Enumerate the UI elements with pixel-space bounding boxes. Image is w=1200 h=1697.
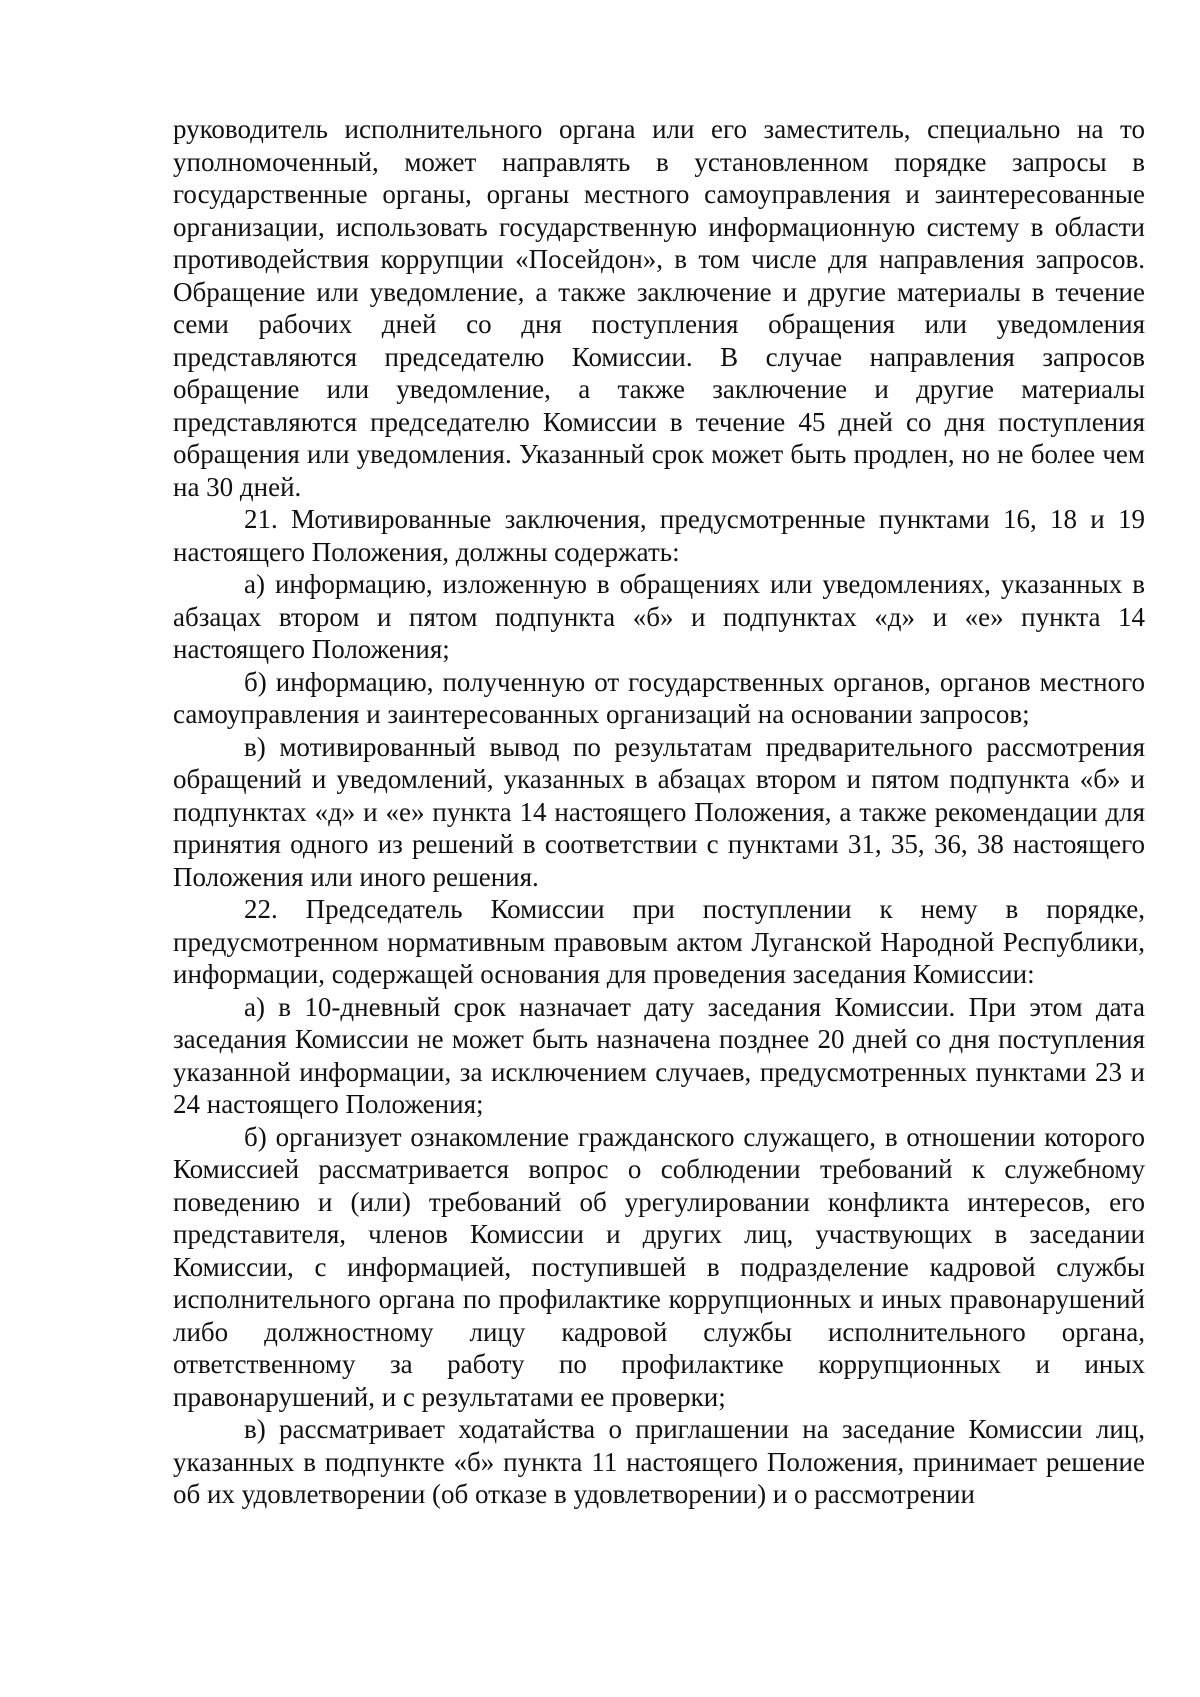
paragraph-item-22: 22. Председатель Комиссии при поступлении к нему в порядке, предусмотренном нормативным правовым актом Луганской Народной Республики, информации, содержащей основания для проведения заседания Комиссии:: [173, 894, 1145, 989]
paragraph-item-21-v: в) мотивированный вывод по результатам предварительного рассмотрения обращений и уведомлений, указанных в абзацах втором и пятом подпункта «б» и подпунктах «д» и «е» пункта 14 настоящего Положения, а также рекомендации для принятия одного из решений в соответствии с пунктами 31, 35, 36, 38 настоящего Положения или иного решения.: [173, 731, 1145, 892]
paragraph-item-21: 21. Мотивированные заключения, предусмотренные пунктами 16, 18 и 19 настоящего Положения, должны содержать:: [173, 504, 1145, 567]
paragraph-item-22-a: а) в 10-дневный срок назначает дату заседания Комиссии. При этом дата заседания Комиссии не может быть назначена позднее 20 дней со дня поступления указанной информации, за исключением случаев, предусмотренных пунктами 23 и 24 настоящего Положения;: [173, 991, 1145, 1119]
paragraph-item-22-b: б) организует ознакомление гражданского служащего, в отношении которого Комиссией рассматривается вопрос о соблюдении требований к служебному поведению и (или) требований об урегулировании конфликта интересов, его представителя, членов Комиссии и других лиц, участвующих в заседании Комиссии, с информацией, поступившей в подразделение кадровой службы исполнительного органа по профилактике коррупционных и иных правонарушений либо должностному лицу кадровой службы исполнительного органа, ответственному за работу по профилактике коррупционных и иных правонарушений, и с результатами ее проверки;: [173, 1121, 1145, 1412]
paragraph-continuation: руководитель исполнительного органа или его заместитель, специально на то уполномоченный, может направлять в установленном порядке запросы в государственные органы, органы местного самоуправления и заинтересованные организации, использовать государственную информационную систему в области противодействия коррупции «Посейдон», в том числе для направления запросов. Обращение или уведомление, а также заключение и другие материалы в течение семи рабочих дней со дня поступления обращения или уведомления представляются председателю Комиссии. В случае направления запросов обращение или уведомление, а также заключение и другие материалы представляются председателю Комиссии в течение 45 дней со дня поступления обращения или уведомления. Указанный срок может быть продлен, но не более чем на 30 дней.: [173, 114, 1145, 502]
paragraph-item-21-b: б) информацию, полученную от государственных органов, органов местного самоуправления и заинтересованных организаций на основании запросов;: [173, 666, 1145, 729]
paragraph-item-21-a: а) информацию, изложенную в обращениях или уведомлениях, указанных в абзацах втором и пятом подпункта «б» и подпунктах «д» и «е» пункта 14 настоящего Положения;: [173, 569, 1145, 664]
paragraph-item-22-v: в) рассматривает ходатайства о приглашении на заседание Комиссии лиц, указанных в подпункте «б» пункта 11 настоящего Положения, принимает решение об их удовлетворении (об отказе в удовлетворении) и о рассмотрении: [173, 1414, 1145, 1509]
document-page: [173, 113, 1145, 1511]
